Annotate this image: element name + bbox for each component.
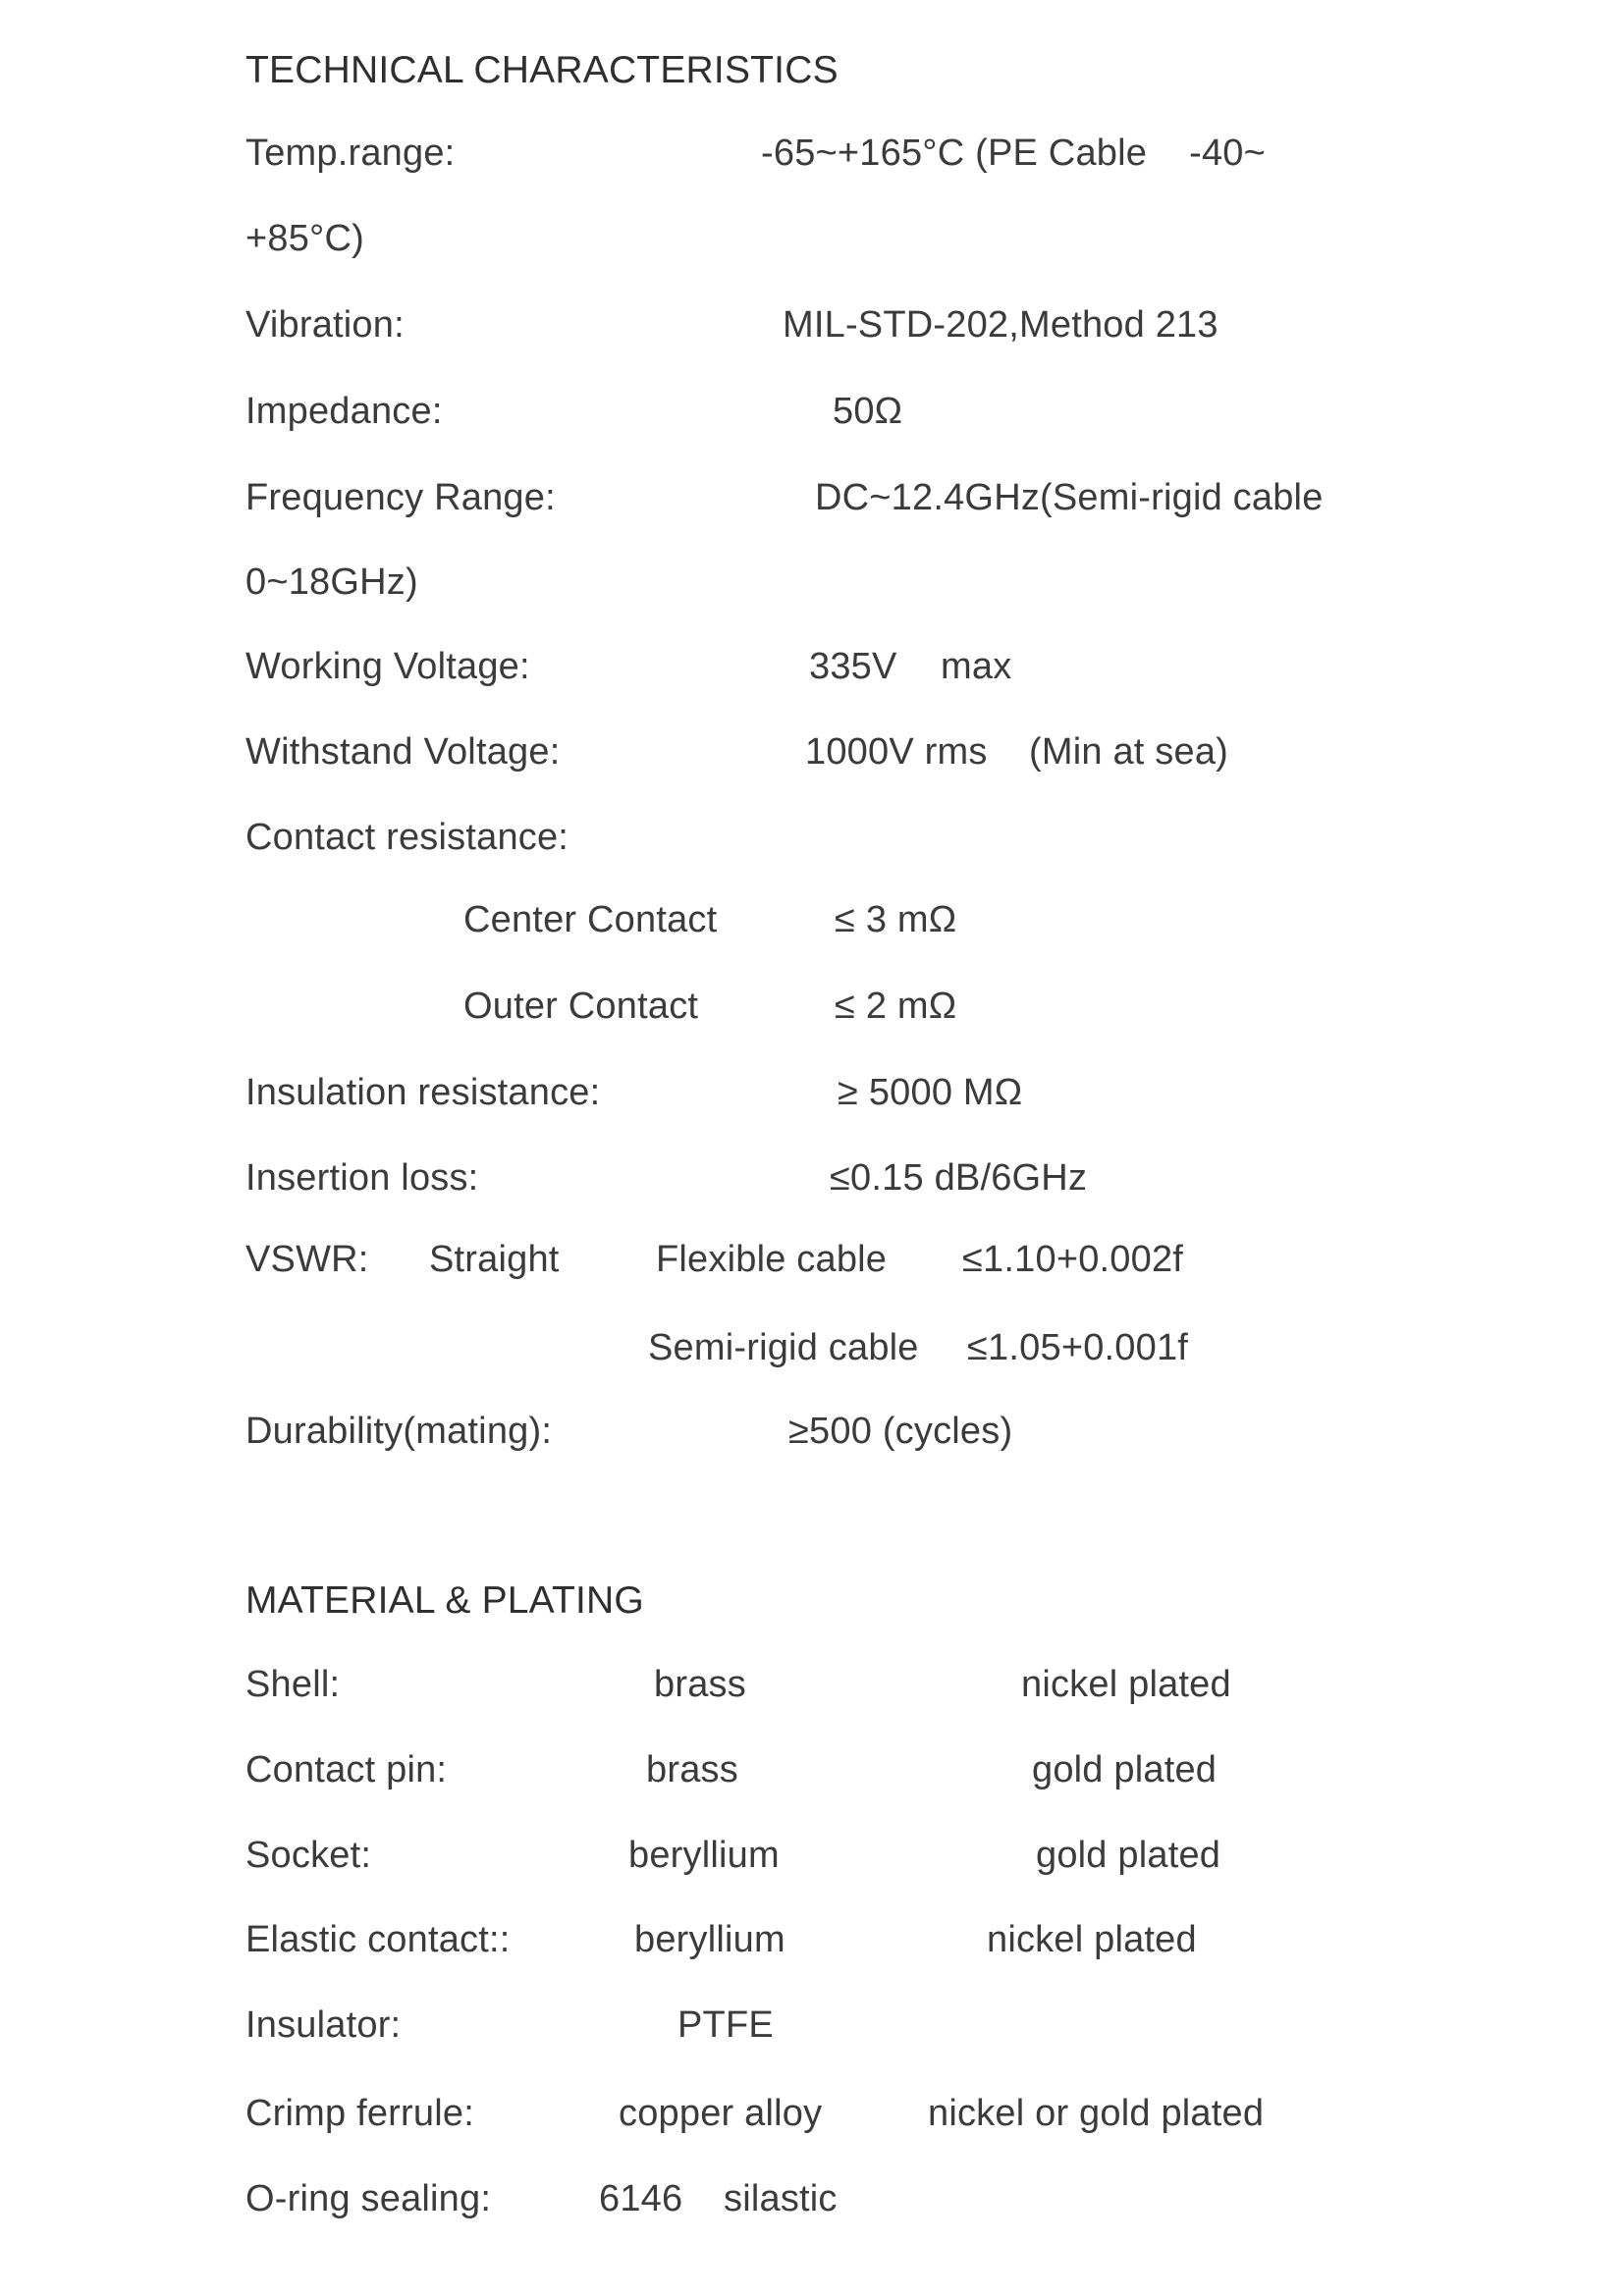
contact-pin-plating: gold plated	[1032, 1749, 1218, 1790]
impedance-label: Impedance:	[245, 391, 443, 432]
section-heading-technical: TECHNICAL CHARACTERISTICS	[245, 49, 839, 91]
durability-label: Durability(mating):	[245, 1411, 553, 1452]
vibration-value: MIL-STD-202,Method 213	[783, 304, 1218, 346]
insulator-label: Insulator:	[245, 2004, 402, 2046]
working-voltage-value: 335V	[809, 646, 897, 687]
contact-pin-material: brass	[646, 1749, 738, 1790]
shell-material: brass	[654, 1664, 746, 1705]
elastic-contact-label: Elastic contact::	[245, 1919, 511, 1960]
oring-sealing-code: 6146	[599, 2178, 683, 2219]
elastic-contact-material: beryllium	[634, 1919, 785, 1960]
oring-sealing-label: O-ring sealing:	[245, 2178, 492, 2219]
frequency-range-value: DC~12.4GHz(Semi-rigid cable	[815, 477, 1324, 518]
withstand-voltage-note: (Min at sea)	[1029, 731, 1229, 773]
temp-range-label: Temp.range:	[245, 133, 456, 174]
temp-range-value-continued: +85°C)	[245, 218, 364, 259]
section-heading-material: MATERIAL & PLATING	[245, 1579, 644, 1622]
socket-plating: gold plated	[1036, 1835, 1221, 1876]
vswr-semirigid-value: ≤1.05+0.001f	[967, 1327, 1189, 1368]
center-contact-value: ≤ 3 mΩ	[835, 899, 957, 940]
vswr-cable-type: Flexible cable	[656, 1239, 888, 1280]
withstand-voltage-value: 1000V rms	[805, 731, 988, 773]
insertion-loss-label: Insertion loss:	[245, 1157, 479, 1199]
contact-resistance-label: Contact resistance:	[245, 817, 569, 858]
working-voltage-value-max: max	[941, 646, 1012, 687]
durability-value: ≥500 (cycles)	[788, 1411, 1013, 1452]
shell-label: Shell:	[245, 1664, 341, 1705]
socket-label: Socket:	[245, 1835, 372, 1876]
outer-contact-label: Outer Contact	[463, 986, 699, 1027]
insulation-resistance-label: Insulation resistance:	[245, 1072, 601, 1113]
withstand-voltage-label: Withstand Voltage:	[245, 731, 561, 773]
oring-sealing-material: silastic	[724, 2178, 838, 2219]
elastic-contact-plating: nickel plated	[987, 1919, 1197, 1960]
shell-plating: nickel plated	[1021, 1664, 1231, 1705]
impedance-value: 50Ω	[833, 391, 903, 432]
socket-material: beryllium	[628, 1835, 780, 1876]
vswr-style: Straight	[429, 1239, 560, 1280]
contact-pin-label: Contact pin:	[245, 1749, 448, 1790]
vswr-value: ≤1.10+0.002f	[962, 1239, 1184, 1280]
crimp-ferrule-label: Crimp ferrule:	[245, 2093, 474, 2134]
vswr-semirigid-cable-type: Semi-rigid cable	[648, 1327, 919, 1368]
center-contact-label: Center Contact	[463, 899, 718, 940]
temp-range-value: -65~+165°C (PE Cable -40~	[761, 133, 1267, 174]
insertion-loss-value: ≤0.15 dB/6GHz	[830, 1157, 1088, 1199]
insulator-material: PTFE	[677, 2004, 774, 2046]
crimp-ferrule-plating: nickel or gold plated	[928, 2093, 1265, 2134]
vswr-label: VSWR:	[245, 1239, 369, 1280]
frequency-range-label: Frequency Range:	[245, 477, 556, 518]
working-voltage-label: Working Voltage:	[245, 646, 530, 687]
insulation-resistance-value: ≥ 5000 MΩ	[838, 1072, 1023, 1113]
frequency-range-value-continued: 0~18GHz)	[245, 561, 418, 603]
crimp-ferrule-material: copper alloy	[619, 2093, 823, 2134]
outer-contact-value: ≤ 2 mΩ	[835, 986, 957, 1027]
vibration-label: Vibration:	[245, 304, 405, 346]
